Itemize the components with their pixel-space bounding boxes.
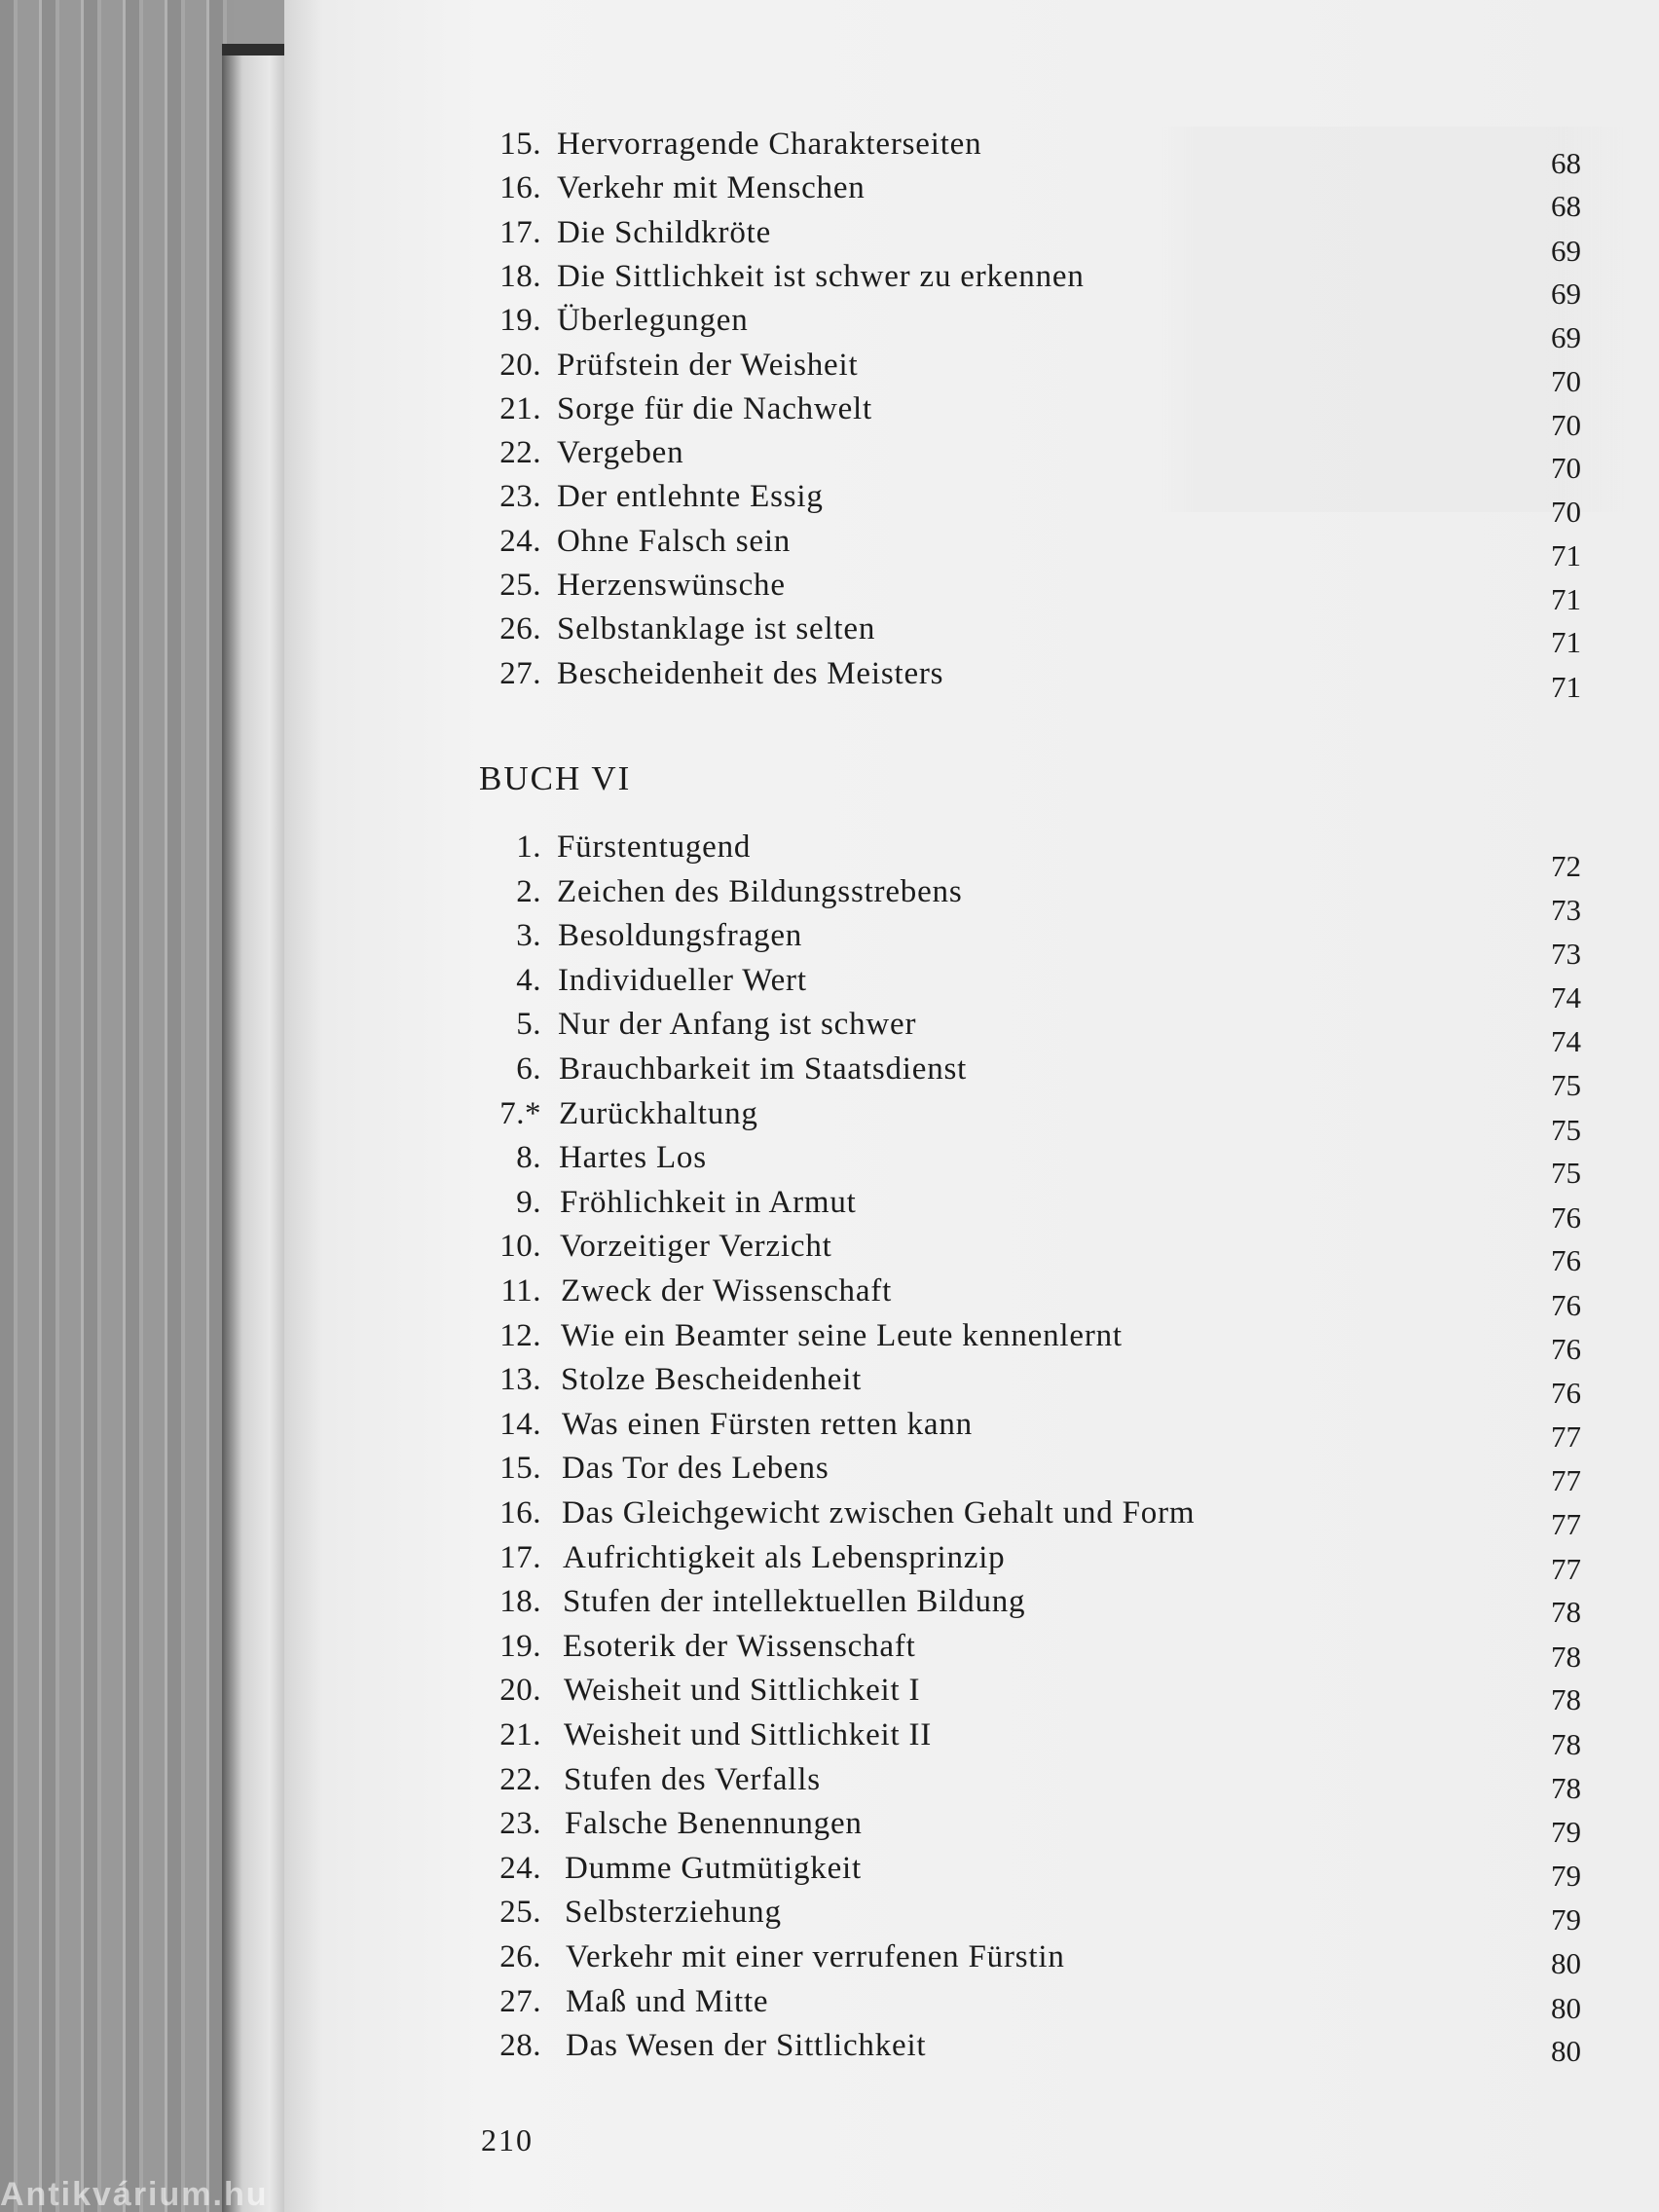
toc-entry bbox=[284, 1537, 1659, 1586]
toc-entry-page: 79 bbox=[1551, 1858, 1581, 1893]
toc-entry bbox=[284, 2025, 1659, 2069]
toc-entry bbox=[284, 1581, 1659, 1630]
toc-entry-title: Überlegungen bbox=[557, 303, 749, 339]
toc-entry-title: Maß und Mitte bbox=[566, 1983, 769, 2019]
toc-entry-number: 24. bbox=[499, 1850, 541, 1886]
toc-entry-title: Was einen Fürsten retten kann bbox=[562, 1406, 973, 1442]
toc-entry-title: Besoldungsfragen bbox=[558, 918, 803, 954]
toc-entry-page: 78 bbox=[1551, 1595, 1581, 1630]
toc-entry bbox=[284, 1004, 1659, 1059]
toc-entry-page: 69 bbox=[1551, 276, 1581, 311]
toc-entry-title: Selbstanklage ist selten bbox=[557, 611, 876, 647]
toc-entry-title: Aufrichtigkeit als Lebensprinzip bbox=[563, 1539, 1006, 1575]
watermark: Antikvárium.hu bbox=[0, 2177, 269, 2212]
toc-entry-page: 77 bbox=[1551, 1419, 1581, 1454]
toc-entry bbox=[284, 1759, 1659, 1805]
toc-entry-number: 18. bbox=[499, 258, 541, 294]
toc-entry bbox=[284, 1493, 1659, 1541]
toc-entry-number: 17. bbox=[499, 214, 541, 250]
toc-entry-title: Das Gleichgewicht zwischen Gehalt und Form bbox=[562, 1495, 1196, 1530]
toc-entry-title: Nur der Anfang ist schwer bbox=[558, 1007, 917, 1043]
toc-entry-page: 77 bbox=[1551, 1551, 1581, 1586]
toc-entry bbox=[284, 1315, 1659, 1366]
toc-entry-number: 22. bbox=[499, 1761, 541, 1797]
book-page bbox=[284, 0, 1659, 2212]
toc-entry-page: 79 bbox=[1551, 1902, 1581, 1937]
toc-entry-number: 23. bbox=[499, 479, 541, 515]
toc-entry-page: 74 bbox=[1551, 979, 1581, 1014]
toc-entry bbox=[284, 1049, 1659, 1102]
toc-entry bbox=[284, 432, 1659, 486]
toc-entry-title: Wie ein Beamter seine Leute kennenlernt bbox=[561, 1317, 1123, 1353]
toc-entry-number: 1. bbox=[516, 830, 541, 865]
toc-entry bbox=[284, 608, 1659, 660]
toc-entry-number: 14. bbox=[499, 1406, 541, 1442]
toc-entry-number: 4. bbox=[516, 962, 541, 998]
toc-entry-page: 76 bbox=[1551, 1199, 1581, 1235]
toc-entry bbox=[284, 1848, 1659, 1893]
toc-entry-number: 19. bbox=[499, 303, 541, 339]
toc-entry bbox=[284, 1981, 1659, 2025]
toc-entry bbox=[284, 871, 1659, 927]
toc-entry-page: 69 bbox=[1551, 233, 1581, 268]
toc-entry bbox=[284, 124, 1659, 180]
toc-entry bbox=[284, 300, 1659, 355]
toc-entry-page: 73 bbox=[1551, 937, 1581, 972]
toc-entry bbox=[284, 521, 1659, 572]
toc-entry-title: Das Wesen der Sittlichkeit bbox=[566, 2028, 927, 2064]
toc-entry-page: 78 bbox=[1551, 1639, 1581, 1674]
toc-entry bbox=[284, 1714, 1659, 1761]
toc-entry-title: Verkehr mit einer verrufenen Fürstin bbox=[566, 1939, 1065, 1974]
toc-entry-page: 74 bbox=[1551, 1024, 1581, 1059]
toc-entry-page: 71 bbox=[1551, 582, 1581, 616]
toc-entry-page: 70 bbox=[1551, 363, 1581, 398]
toc-entry-title: Vergeben bbox=[557, 435, 684, 471]
toc-entry-page: 78 bbox=[1551, 1682, 1581, 1717]
toc-entry-number: 21. bbox=[499, 390, 541, 426]
toc-entry-number: 24. bbox=[499, 523, 541, 559]
toc-entry-number: 21. bbox=[499, 1717, 541, 1752]
toc-entry bbox=[284, 476, 1659, 530]
toc-entry-number: 3. bbox=[516, 918, 541, 954]
toc-entry-title: Zweck der Wissenschaft bbox=[561, 1273, 893, 1309]
toc-entry-page: 75 bbox=[1551, 1156, 1581, 1191]
toc-entry-title: Die Schildkröte bbox=[557, 214, 772, 250]
toc-entry-number: 20. bbox=[499, 1673, 541, 1709]
toc-entry-number: 8. bbox=[516, 1140, 541, 1176]
toc-entry-page: 72 bbox=[1551, 849, 1581, 883]
toc-entry-title: Stufen der intellektuellen Bildung bbox=[563, 1584, 1026, 1620]
toc-entry-number: 25. bbox=[499, 1895, 541, 1931]
toc-entry-number: 7.* bbox=[499, 1095, 541, 1131]
toc-entry-title: Stolze Bescheidenheit bbox=[561, 1362, 863, 1398]
toc-entry-number: 27. bbox=[499, 1983, 541, 2019]
toc-entry-page: 76 bbox=[1551, 1288, 1581, 1322]
toc-entry-title: Prüfstein der Weisheit bbox=[557, 347, 859, 383]
toc-entry bbox=[284, 256, 1659, 311]
toc-entry-title: Ohne Falsch sein bbox=[557, 523, 792, 559]
toc-entry-title: Herzenswünsche bbox=[557, 568, 786, 603]
toc-entry-number: 5. bbox=[516, 1007, 541, 1043]
toc-entry bbox=[284, 827, 1659, 883]
toc-entry bbox=[284, 1626, 1659, 1674]
toc-entry-page: 70 bbox=[1551, 495, 1581, 530]
toc-entry-title: Weisheit und Sittlichkeit II bbox=[564, 1717, 933, 1752]
section-heading: BUCH VI bbox=[479, 759, 632, 797]
toc-entry bbox=[284, 388, 1659, 442]
toc-entry-number: 23. bbox=[499, 1806, 541, 1842]
toc-entry-number: 11. bbox=[500, 1273, 541, 1309]
toc-entry-number: 17. bbox=[499, 1539, 541, 1575]
toc-entry-number: 6. bbox=[516, 1051, 541, 1087]
toc-entry-page: 77 bbox=[1551, 1463, 1581, 1498]
toc-entry-title: Selbsterziehung bbox=[565, 1895, 782, 1931]
toc-entry-page: 77 bbox=[1551, 1507, 1581, 1541]
toc-entry bbox=[284, 653, 1659, 704]
book-spine-edge bbox=[222, 44, 290, 55]
toc-entry bbox=[284, 212, 1659, 268]
toc-entry-page: 78 bbox=[1551, 1727, 1581, 1761]
toc-entry bbox=[284, 167, 1659, 224]
toc-entry-number: 22. bbox=[499, 435, 541, 471]
toc-entry-title: Weisheit und Sittlichkeit I bbox=[564, 1673, 921, 1709]
toc-entry bbox=[284, 1359, 1659, 1411]
toc-entry-title: Hartes Los bbox=[559, 1140, 707, 1176]
toc-entry-number: 9. bbox=[516, 1184, 541, 1220]
toc-entry-title: Brauchbarkeit im Staatsdienst bbox=[559, 1051, 968, 1087]
toc-entry-number: 16. bbox=[499, 170, 541, 206]
toc-entry bbox=[284, 915, 1659, 972]
toc-entry-title: Hervorragende Charakterseiten bbox=[557, 127, 982, 162]
toc-entry-page: 70 bbox=[1551, 407, 1581, 442]
toc-entry bbox=[284, 1936, 1659, 1980]
toc-entry-title: Die Sittlichkeit ist schwer zu erkennen bbox=[557, 258, 1085, 294]
toc-entry-number: 16. bbox=[499, 1495, 541, 1530]
toc-entry bbox=[284, 565, 1659, 616]
toc-entry-page: 79 bbox=[1551, 1815, 1581, 1850]
toc-entry-number: 12. bbox=[499, 1317, 541, 1353]
toc-entry-page: 76 bbox=[1551, 1376, 1581, 1411]
toc-entry-title: Verkehr mit Menschen bbox=[557, 170, 866, 206]
toc-entry bbox=[284, 345, 1659, 398]
toc-entry-page: 76 bbox=[1551, 1331, 1581, 1366]
toc-entry-title: Das Tor des Lebens bbox=[562, 1451, 830, 1487]
toc-entry-page: 71 bbox=[1551, 669, 1581, 704]
toc-entry-title: Der entlehnte Essig bbox=[557, 479, 824, 515]
toc-entry bbox=[284, 1093, 1659, 1147]
toc-entry bbox=[284, 1182, 1659, 1235]
background-surface bbox=[0, 0, 234, 2212]
toc-entry bbox=[284, 960, 1659, 1014]
toc-entry-number: 15. bbox=[499, 1451, 541, 1487]
toc-entry-title: Vorzeitiger Verzicht bbox=[560, 1229, 832, 1265]
toc-entry-page: 73 bbox=[1551, 892, 1581, 927]
toc-entry-number: 10. bbox=[499, 1229, 541, 1265]
toc-entry-title: Bescheidenheit des Meisters bbox=[557, 655, 944, 691]
toc-entry-page: 69 bbox=[1551, 320, 1581, 355]
toc-entry-title: Stufen des Verfalls bbox=[564, 1761, 821, 1797]
toc-entry-title: Zurückhaltung bbox=[559, 1095, 758, 1131]
toc-entry bbox=[284, 1670, 1659, 1717]
toc-entry-page: 75 bbox=[1551, 1112, 1581, 1147]
toc-entry bbox=[284, 1226, 1659, 1278]
toc-entry-page: 76 bbox=[1551, 1243, 1581, 1278]
page-number: 210 bbox=[481, 2122, 534, 2157]
toc-entry-page: 71 bbox=[1551, 625, 1581, 660]
toc-entry-title: Dumme Gutmütigkeit bbox=[565, 1850, 862, 1886]
toc-entry-title: Fröhlichkeit in Armut bbox=[560, 1184, 857, 1220]
toc-entry-title: Zeichen des Bildungsstrebens bbox=[557, 873, 963, 909]
toc-entry-number: 27. bbox=[499, 655, 541, 691]
toc-entry-number: 20. bbox=[499, 347, 541, 383]
toc-entry-number: 19. bbox=[499, 1628, 541, 1664]
toc-entry bbox=[284, 1448, 1659, 1498]
toc-entry-number: 28. bbox=[499, 2028, 541, 2064]
toc-entry-title: Falsche Benennungen bbox=[565, 1806, 863, 1842]
toc-entry-page: 68 bbox=[1551, 146, 1581, 180]
toc-entry bbox=[284, 1892, 1659, 1937]
toc-entry-page: 68 bbox=[1551, 189, 1581, 224]
toc-entry-number: 15. bbox=[499, 127, 541, 162]
toc-entry-page: 80 bbox=[1551, 2034, 1581, 2069]
toc-entry-number: 2. bbox=[516, 873, 541, 909]
toc-entry-number: 18. bbox=[499, 1584, 541, 1620]
toc-entry-title: Individueller Wert bbox=[558, 962, 807, 998]
toc-entry-title: Esoterik der Wissenschaft bbox=[563, 1628, 916, 1664]
toc-entry-number: 25. bbox=[499, 568, 541, 603]
toc-entry-page: 70 bbox=[1551, 451, 1581, 486]
toc-entry bbox=[284, 1137, 1659, 1191]
toc-entry-page: 80 bbox=[1551, 1946, 1581, 1980]
toc-entry-page: 80 bbox=[1551, 1990, 1581, 2025]
toc-entry-page: 71 bbox=[1551, 537, 1581, 572]
toc-entry-number: 26. bbox=[499, 611, 541, 647]
toc-entry bbox=[284, 1803, 1659, 1850]
toc-entry-page: 78 bbox=[1551, 1770, 1581, 1805]
toc-entry bbox=[284, 1271, 1659, 1322]
toc-entry-number: 26. bbox=[499, 1939, 541, 1974]
toc-entry-number: 13. bbox=[499, 1362, 541, 1398]
toc-entry-title: Fürstentugend bbox=[557, 830, 752, 865]
book-spine bbox=[222, 44, 290, 2212]
toc-entry-page: 75 bbox=[1551, 1068, 1581, 1102]
toc-entry-title: Sorge für die Nachwelt bbox=[557, 390, 872, 426]
toc-entry bbox=[284, 1404, 1659, 1454]
